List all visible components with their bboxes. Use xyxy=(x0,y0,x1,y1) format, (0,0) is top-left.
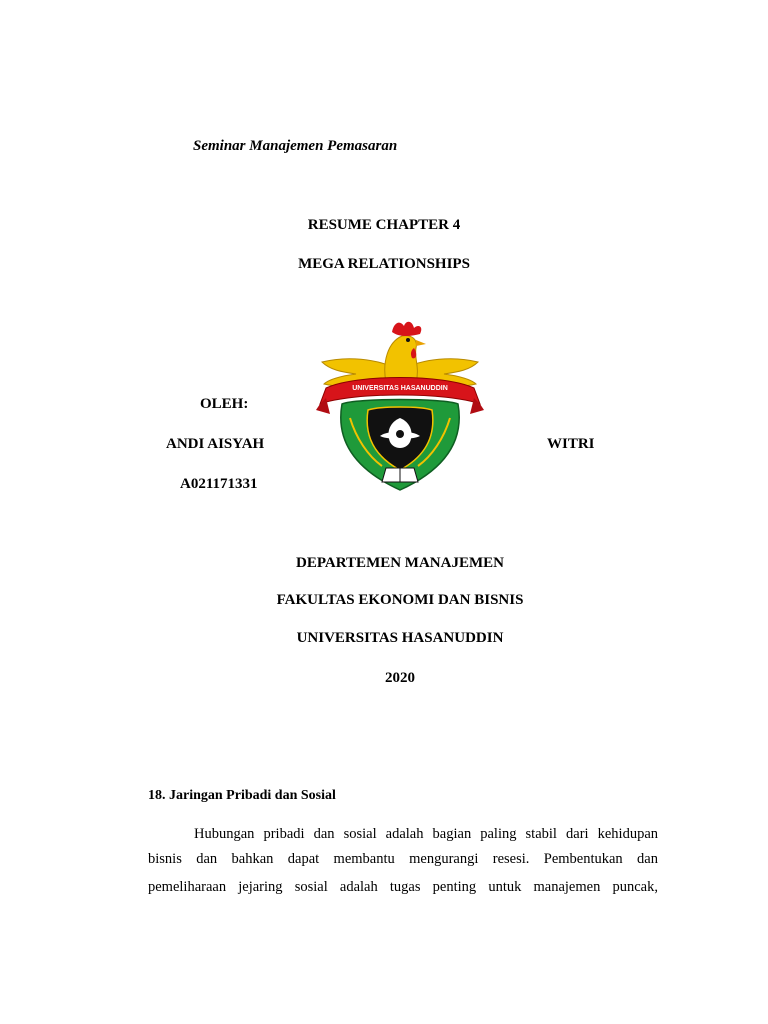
department: DEPARTEMEN MANAJEMEN xyxy=(296,555,504,571)
logo-ribbon-text: UNIVERSITAS HASANUDDIN xyxy=(352,385,448,392)
course-title: Seminar Manajemen Pemasaran xyxy=(193,138,398,154)
chapter-title: MEGA RELATIONSHIPS xyxy=(298,256,470,272)
author-name-right: WITRI xyxy=(547,436,595,452)
paragraph-line: Hubungan pribadi dan sosial adalah bagian paling stabil dari kehidupan xyxy=(194,826,658,842)
paragraph-line: pemeliharaan jejaring sosial adalah tugas penting untuk manajemen puncak, xyxy=(148,879,658,895)
resume-title: RESUME CHAPTER 4 xyxy=(307,217,461,233)
university: UNIVERSITAS HASANUDDIN xyxy=(296,630,504,646)
section-heading: 18. Jaringan Pribadi dan Sosial xyxy=(148,788,336,803)
author-label: OLEH: xyxy=(200,396,249,412)
university-logo xyxy=(316,318,484,496)
year: 2020 xyxy=(385,670,415,686)
paragraph-line: bisnis dan bahkan dapat membantu mengurangi resesi. Pembentukan dan xyxy=(148,851,658,867)
author-name-left: ANDI AISYAH xyxy=(166,436,265,452)
student-id: A021171331 xyxy=(180,476,258,492)
faculty: FAKULTAS EKONOMI DAN BISNIS xyxy=(276,592,524,608)
